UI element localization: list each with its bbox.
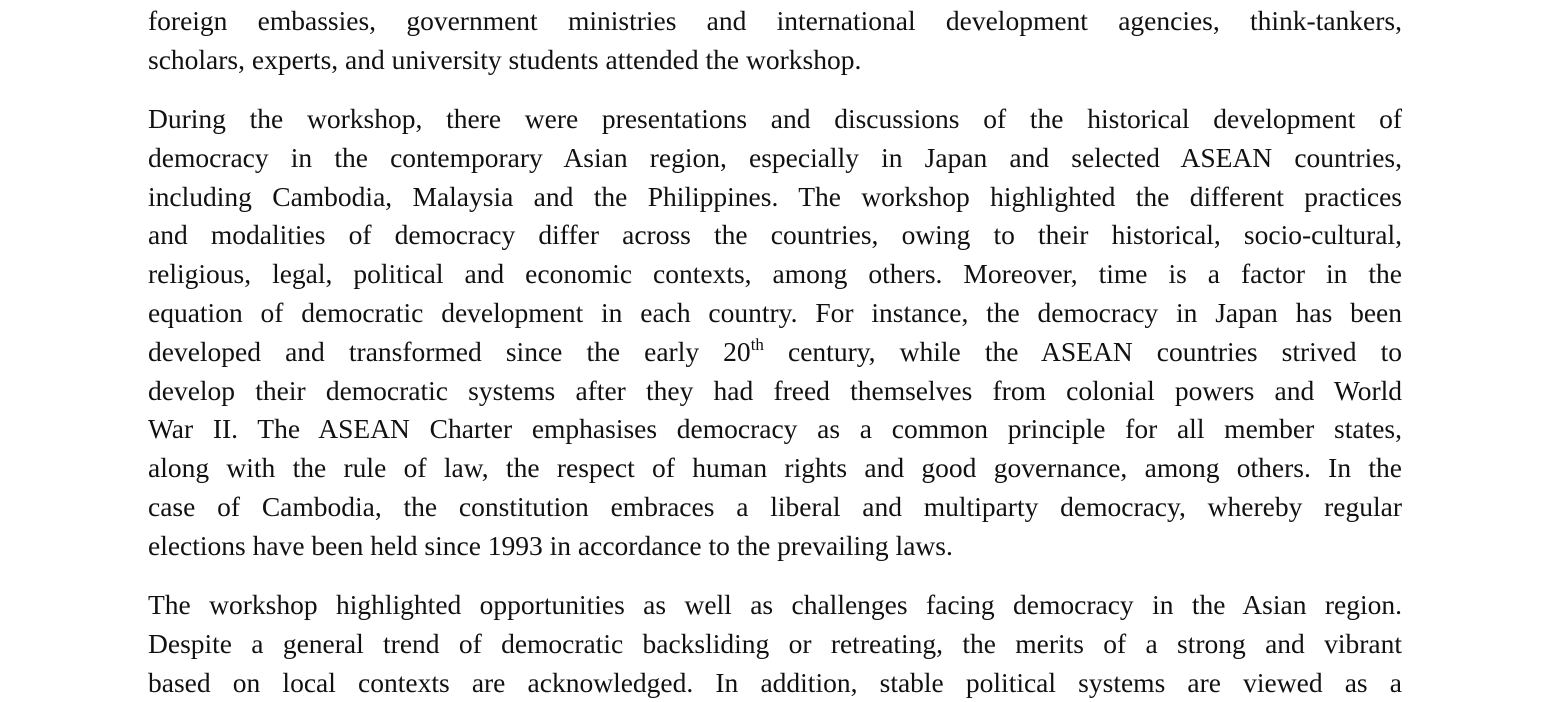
- text-line: Despite a general trend of democratic backsliding or retreating, the merits of a strong and vibrant: [148, 627, 1402, 659]
- paragraph-opportunities-challenges: [148, 586, 1402, 702]
- text-segment: developed and transformed since the early 20: [148, 335, 751, 367]
- text-line: along with the rule of law, the respect of human rights and good governance, among others. In the: [148, 452, 1402, 484]
- text-line: elections have been held since 1993 in accordance to the prevailing laws.: [148, 529, 953, 561]
- text-line: equation of democratic development in each country. For instance, the democracy in Japan has been: [148, 296, 1402, 328]
- text-line: democracy in the contemporary Asian region, especially in Japan and selected ASEAN countries,: [148, 141, 1402, 173]
- text-line: religious, legal, political and economic contexts, among others. Moreover, time is a factor in the: [148, 258, 1402, 290]
- text-line: develop their democratic systems after they had freed themselves from colonial powers and World: [148, 374, 1402, 406]
- text-line: case of Cambodia, the constitution embraces a liberal and multiparty democracy, whereby regular: [148, 490, 1402, 522]
- text-line-with-superscript: [148, 333, 1402, 372]
- paragraph-workshop-discussions: [148, 100, 1402, 566]
- text-line: foreign embassies, government ministries and international development agencies, think-tankers,: [148, 5, 1402, 36]
- text-segment: century, while the ASEAN countries strived to: [763, 335, 1402, 367]
- text-line: War II. The ASEAN Charter emphasises democracy as a common principle for all member states,: [148, 413, 1402, 445]
- text-line: and modalities of democracy differ across the countries, owing to their historical, socio-cultural,: [148, 219, 1402, 251]
- superscript: th: [750, 334, 764, 354]
- paragraph-attendees: [148, 2, 1402, 80]
- text-line: During the workshop, there were presentations and discussions of the historical development of: [148, 103, 1402, 134]
- text-line: scholars, experts, and university students attended the workshop.: [148, 43, 862, 75]
- text-line: based on local contexts are acknowledged. In addition, stable political systems are viewed as a: [148, 666, 1402, 698]
- text-line: including Cambodia, Malaysia and the Philippines. The workshop highlighted the different practices: [148, 180, 1402, 212]
- text-line: The workshop highlighted opportunities as well as challenges facing democracy in the Asian region.: [148, 589, 1402, 620]
